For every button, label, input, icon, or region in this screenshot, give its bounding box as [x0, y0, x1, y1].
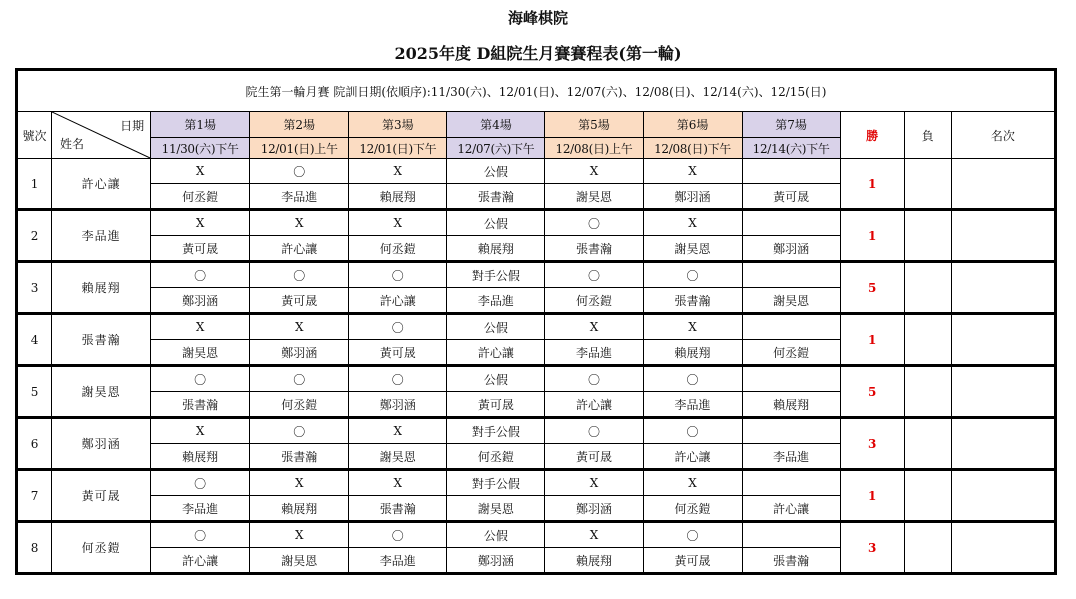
- opponent-name: 黃可晟: [151, 236, 250, 262]
- match-result: [742, 418, 840, 444]
- round-label: 第6場: [643, 112, 742, 138]
- player-row: [17, 210, 1056, 236]
- opponent-name: 許心讓: [545, 392, 643, 418]
- opponent-name: 賴展翔: [643, 340, 742, 366]
- opponent-name: 何丞鎧: [349, 236, 447, 262]
- match-result: 〇: [349, 314, 447, 340]
- opponent-name: 賴展翔: [151, 444, 250, 470]
- page-title: 海峰棋院: [507, 9, 568, 27]
- opponent-name: 何丞鎧: [643, 496, 742, 522]
- loss-count: [904, 366, 951, 418]
- opponent-name: 張書瀚: [151, 392, 250, 418]
- opponent-name: 黃可晟: [250, 288, 349, 314]
- schedule-table: [15, 68, 1057, 575]
- loss-count: [904, 418, 951, 470]
- schedule-subtitle: 2025年度 D組院生月賽賽程表(第一輪): [394, 44, 682, 63]
- player-number: 7: [17, 470, 52, 522]
- opponent-name: 何丞鎧: [151, 184, 250, 210]
- opponent-name: 何丞鎧: [447, 444, 545, 470]
- loss-count: [904, 522, 951, 574]
- match-result: X: [151, 314, 250, 340]
- opponent-name: 謝昊恩: [545, 184, 643, 210]
- match-result: X: [250, 314, 349, 340]
- opponent-name: 謝昊恩: [447, 496, 545, 522]
- opponent-name: 謝昊恩: [250, 548, 349, 574]
- rank-cell: [951, 210, 1055, 262]
- opponent-name: 許心讓: [742, 496, 840, 522]
- opponent-name: 張書瀚: [250, 444, 349, 470]
- player-row: [17, 418, 1056, 444]
- num-header: 號次: [17, 112, 52, 159]
- match-result: 〇: [250, 159, 349, 184]
- opponent-name: 謝昊恩: [349, 444, 447, 470]
- opponent-name: 許心讓: [643, 444, 742, 470]
- match-result: X: [545, 314, 643, 340]
- match-result: 〇: [151, 262, 250, 288]
- match-result: 〇: [349, 522, 447, 548]
- player-number: 1: [17, 159, 52, 210]
- player-name: 李品進: [52, 210, 151, 262]
- loss-count: [904, 210, 951, 262]
- opponent-name: 鄭羽涵: [447, 548, 545, 574]
- match-result: [742, 522, 840, 548]
- opponent-name: 鄭羽涵: [250, 340, 349, 366]
- match-result: 對手公假: [447, 470, 545, 496]
- opponent-name: 黃可晟: [349, 340, 447, 366]
- match-result: X: [643, 314, 742, 340]
- opponent-name: 鄭羽涵: [742, 236, 840, 262]
- round-date: 12/08(日)下午: [643, 138, 742, 159]
- player-name: 鄭羽涵: [52, 418, 151, 470]
- win-count: 5: [840, 366, 904, 418]
- opponent-name: 黃可晟: [643, 548, 742, 574]
- opponent-name: 何丞鎧: [545, 288, 643, 314]
- opponent-name: 賴展翔: [447, 236, 545, 262]
- match-result: X: [643, 210, 742, 236]
- opponent-name: 張書瀚: [349, 496, 447, 522]
- match-result: 〇: [545, 366, 643, 392]
- match-result: 〇: [151, 522, 250, 548]
- match-result: X: [349, 418, 447, 444]
- date-label: 日期: [120, 119, 145, 133]
- match-result: 公假: [447, 366, 545, 392]
- round-label: 第3場: [349, 112, 447, 138]
- match-result: 公假: [447, 210, 545, 236]
- match-result: 〇: [349, 366, 447, 392]
- match-result: 〇: [643, 366, 742, 392]
- player-row: [17, 159, 1056, 184]
- opponent-name: 何丞鎧: [250, 392, 349, 418]
- round-label: 第1場: [151, 112, 250, 138]
- player-name: 許心讓: [52, 159, 151, 210]
- match-result: X: [250, 470, 349, 496]
- match-result: [742, 366, 840, 392]
- opponent-name: 李品進: [742, 444, 840, 470]
- match-result: 對手公假: [447, 262, 545, 288]
- opponent-name: 許心讓: [151, 548, 250, 574]
- player-name: 何丞鎧: [52, 522, 151, 574]
- opponent-name: 張書瀚: [545, 236, 643, 262]
- round-label: 第2場: [250, 112, 349, 138]
- rank-cell: [951, 159, 1055, 210]
- rank-header: 名次: [951, 112, 1055, 159]
- win-count: 1: [840, 314, 904, 366]
- match-result: X: [643, 159, 742, 184]
- match-result: X: [151, 418, 250, 444]
- opponent-name: 李品進: [151, 496, 250, 522]
- opponent-name: 賴展翔: [742, 392, 840, 418]
- round-date: 12/14(六)下午: [742, 138, 840, 159]
- match-result: 〇: [349, 262, 447, 288]
- win-count: 1: [840, 470, 904, 522]
- win-count: 5: [840, 262, 904, 314]
- player-number: 8: [17, 522, 52, 574]
- match-result: 〇: [250, 262, 349, 288]
- player-row: [17, 262, 1056, 288]
- player-number: 4: [17, 314, 52, 366]
- match-result: [742, 262, 840, 288]
- match-result: 〇: [643, 262, 742, 288]
- opponent-name: 謝昊恩: [151, 340, 250, 366]
- name-label: 姓名: [60, 137, 85, 151]
- match-result: X: [643, 470, 742, 496]
- rank-cell: [951, 522, 1055, 574]
- round-label: 第4場: [447, 112, 545, 138]
- opponent-name: 黃可晟: [742, 184, 840, 210]
- player-name: 張書瀚: [52, 314, 151, 366]
- opponent-name: 謝昊恩: [742, 288, 840, 314]
- rank-cell: [951, 470, 1055, 522]
- round-label: 第7場: [742, 112, 840, 138]
- rank-cell: [951, 366, 1055, 418]
- loss-count: [904, 314, 951, 366]
- match-result: X: [545, 470, 643, 496]
- match-result: X: [545, 522, 643, 548]
- round-date: 12/01(日)下午: [349, 138, 447, 159]
- match-result: 〇: [545, 262, 643, 288]
- opponent-name: 謝昊恩: [643, 236, 742, 262]
- opponent-name: 賴展翔: [250, 496, 349, 522]
- match-result: X: [151, 159, 250, 184]
- opponent-name: 李品進: [349, 548, 447, 574]
- match-result: 對手公假: [447, 418, 545, 444]
- opponent-name: 鄭羽涵: [151, 288, 250, 314]
- opponent-name: 李品進: [250, 184, 349, 210]
- round-date: 12/07(六)下午: [447, 138, 545, 159]
- match-result: [742, 314, 840, 340]
- match-result: 〇: [151, 366, 250, 392]
- match-result: 公假: [447, 159, 545, 184]
- header-row-rounds: [17, 112, 1056, 138]
- opponent-name: 許心讓: [250, 236, 349, 262]
- rank-cell: [951, 262, 1055, 314]
- win-count: 1: [840, 210, 904, 262]
- win-count: 1: [840, 159, 904, 210]
- match-result: 〇: [643, 522, 742, 548]
- player-row: [17, 366, 1056, 392]
- round-label: 第5場: [545, 112, 643, 138]
- opponent-name: 李品進: [643, 392, 742, 418]
- match-result: 公假: [447, 522, 545, 548]
- player-name: 謝昊恩: [52, 366, 151, 418]
- loss-count: [904, 262, 951, 314]
- opponent-name: 鄭羽涵: [545, 496, 643, 522]
- match-result: X: [151, 210, 250, 236]
- win-count: 3: [840, 522, 904, 574]
- match-result: 〇: [643, 418, 742, 444]
- opponent-name: 鄭羽涵: [643, 184, 742, 210]
- match-result: 〇: [250, 366, 349, 392]
- match-result: 〇: [545, 210, 643, 236]
- loss-count: [904, 470, 951, 522]
- opponent-name: 黃可晟: [545, 444, 643, 470]
- opponent-name: 許心讓: [349, 288, 447, 314]
- match-result: 〇: [545, 418, 643, 444]
- opponent-name: 許心讓: [447, 340, 545, 366]
- player-number: 6: [17, 418, 52, 470]
- loss-count: [904, 159, 951, 210]
- match-result: 〇: [151, 470, 250, 496]
- losses-header: 負: [904, 112, 951, 159]
- opponent-name: 鄭羽涵: [349, 392, 447, 418]
- opponent-name: 李品進: [447, 288, 545, 314]
- wins-header: 勝: [840, 112, 904, 159]
- player-row: [17, 470, 1056, 496]
- round-date: 12/01(日)上午: [250, 138, 349, 159]
- opponent-name: 張書瀚: [447, 184, 545, 210]
- round-date: 11/30(六)下午: [151, 138, 250, 159]
- match-result: [742, 159, 840, 184]
- match-result: X: [349, 159, 447, 184]
- match-result: 公假: [447, 314, 545, 340]
- rank-cell: [951, 314, 1055, 366]
- match-result: X: [349, 210, 447, 236]
- rank-cell: [951, 418, 1055, 470]
- player-name: 賴展翔: [52, 262, 151, 314]
- opponent-name: 張書瀚: [742, 548, 840, 574]
- opponent-name: 張書瀚: [643, 288, 742, 314]
- match-result: [742, 470, 840, 496]
- player-number: 5: [17, 366, 52, 418]
- opponent-name: 李品進: [545, 340, 643, 366]
- opponent-name: 何丞鎧: [742, 340, 840, 366]
- player-number: 3: [17, 262, 52, 314]
- opponent-name: 賴展翔: [349, 184, 447, 210]
- player-number: 2: [17, 210, 52, 262]
- training-dates-info: 院生第一輪月賽 院訓日期(依順序):11/30(六)、12/01(日)、12/07(六)、12/08(日)、12/14(六)、12/15(日): [17, 70, 1056, 112]
- opponent-name: 賴展翔: [545, 548, 643, 574]
- player-row: [17, 522, 1056, 548]
- player-name: 黃可晟: [52, 470, 151, 522]
- match-result: X: [250, 210, 349, 236]
- match-result: [742, 210, 840, 236]
- match-result: X: [545, 159, 643, 184]
- match-result: 〇: [250, 418, 349, 444]
- date-name-header: [52, 112, 151, 159]
- win-count: 3: [840, 418, 904, 470]
- match-result: X: [349, 470, 447, 496]
- info-row: [17, 70, 1056, 112]
- opponent-name: 黃可晟: [447, 392, 545, 418]
- round-date: 12/08(日)上午: [545, 138, 643, 159]
- match-result: X: [250, 522, 349, 548]
- player-row: [17, 314, 1056, 340]
